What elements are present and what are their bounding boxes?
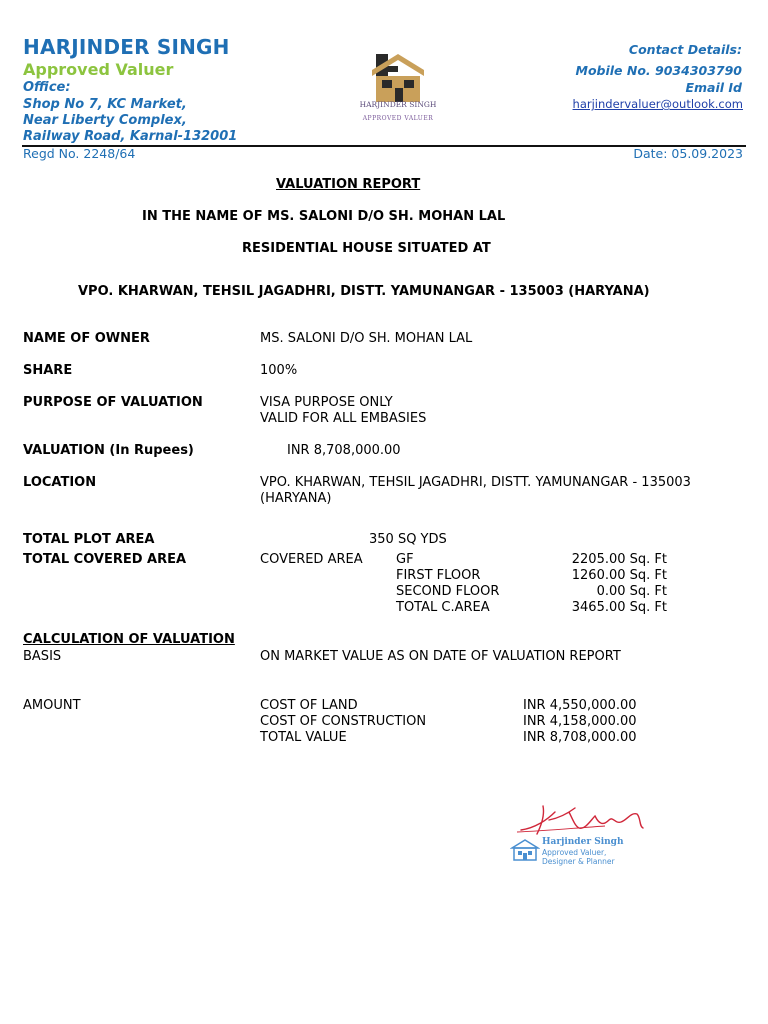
- location-label: LOCATION: [23, 475, 97, 490]
- stamp-name: Harjinder Singh: [542, 837, 624, 847]
- logo-tagline: APPROVED VALUER: [362, 115, 434, 122]
- plot-area-label: TOTAL PLOT AREA: [23, 532, 155, 547]
- amount-label: AMOUNT: [23, 698, 81, 713]
- basis-label: BASIS: [23, 649, 62, 664]
- purpose-label: PURPOSE OF VALUATION: [23, 395, 203, 410]
- address-line-1: Shop No 7, KC Market,: [23, 97, 187, 112]
- valuation-label: VALUATION (In Rupees): [23, 443, 194, 458]
- calculation-heading: CALCULATION OF VALUATION: [23, 632, 235, 647]
- handwritten-signature: [515, 798, 650, 840]
- floor-area: 3465.00 Sq. Ft: [571, 600, 667, 615]
- cost-item-name: COST OF CONSTRUCTION: [260, 714, 427, 729]
- property-address: VPO. KHARWAN, TEHSIL JAGADHRI, DISTT. YAMUNANGAR - 135003 (HARYANA): [78, 284, 650, 299]
- covered-area-label: TOTAL COVERED AREA: [23, 552, 187, 567]
- stamp-line-1: Approved Valuer,: [542, 848, 607, 857]
- logo-name: HARJINDER SINGH: [359, 100, 437, 109]
- valuer-name: HARJINDER SINGH: [23, 35, 230, 59]
- floor-name: FIRST FLOOR: [396, 568, 481, 583]
- report-date: Date: 05.09.2023: [633, 146, 743, 161]
- stamp-line-2: Designer & Planner: [542, 857, 615, 866]
- email-link[interactable]: harjindervaluer@outlook.com: [572, 97, 743, 111]
- owner-value: MS. SALONI D/O SH. MOHAN LAL: [260, 331, 473, 346]
- covered-area-sublabel: COVERED AREA: [260, 552, 363, 567]
- stamp-house-icon: [510, 838, 540, 862]
- in-name-of: IN THE NAME OF MS. SALONI D/O SH. MOHAN LAL: [142, 209, 506, 224]
- address-line-2: Near Liberty Complex,: [23, 113, 187, 128]
- basis-value: ON MARKET VALUE AS ON DATE OF VALUATION REPORT: [260, 649, 621, 664]
- mobile-number: Mobile No. 9034303790: [575, 63, 742, 78]
- floor-area: 1260.00 Sq. Ft: [571, 568, 667, 583]
- floor-area: 2205.00 Sq. Ft: [571, 552, 667, 567]
- purpose-line-2: VALID FOR ALL EMBASIES: [260, 411, 427, 426]
- share-label: SHARE: [23, 363, 73, 378]
- floor-name: TOTAL C.AREA: [396, 600, 490, 615]
- valuer-title: Approved Valuer: [23, 60, 174, 79]
- office-label: Office:: [23, 80, 71, 95]
- email-label: Email Id: [685, 80, 742, 95]
- signature-icon: [515, 798, 650, 840]
- location-line-2: (HARYANA): [260, 491, 332, 506]
- floor-name: GF: [396, 552, 414, 567]
- floor-area: 0.00 Sq. Ft: [596, 584, 667, 599]
- report-title: VALUATION REPORT: [276, 177, 421, 192]
- property-type: RESIDENTIAL HOUSE SITUATED AT: [242, 241, 491, 256]
- cost-item-name: COST OF LAND: [260, 698, 358, 713]
- cost-item-value: INR 4,550,000.00: [523, 698, 637, 713]
- cost-item-name: TOTAL VALUE: [260, 730, 347, 745]
- cost-item-value: INR 8,708,000.00: [523, 730, 637, 745]
- floor-name: SECOND FLOOR: [396, 584, 500, 599]
- cost-item-value: INR 4,158,000.00: [523, 714, 637, 729]
- plot-area-value: 350 SQ YDS: [369, 532, 447, 547]
- location-line-1: VPO. KHARWAN, TEHSIL JAGADHRI, DISTT. YAMUNANGAR - 135003: [260, 475, 691, 490]
- regd-number: Regd No. 2248/64: [23, 146, 136, 161]
- owner-label: NAME OF OWNER: [23, 331, 150, 346]
- share-value: 100%: [260, 363, 298, 378]
- valuation-value: INR 8,708,000.00: [287, 443, 401, 458]
- contact-label: Contact Details:: [628, 42, 742, 57]
- address-line-3: Railway Road, Karnal-132001: [23, 129, 238, 144]
- purpose-line-1: VISA PURPOSE ONLY: [260, 395, 393, 410]
